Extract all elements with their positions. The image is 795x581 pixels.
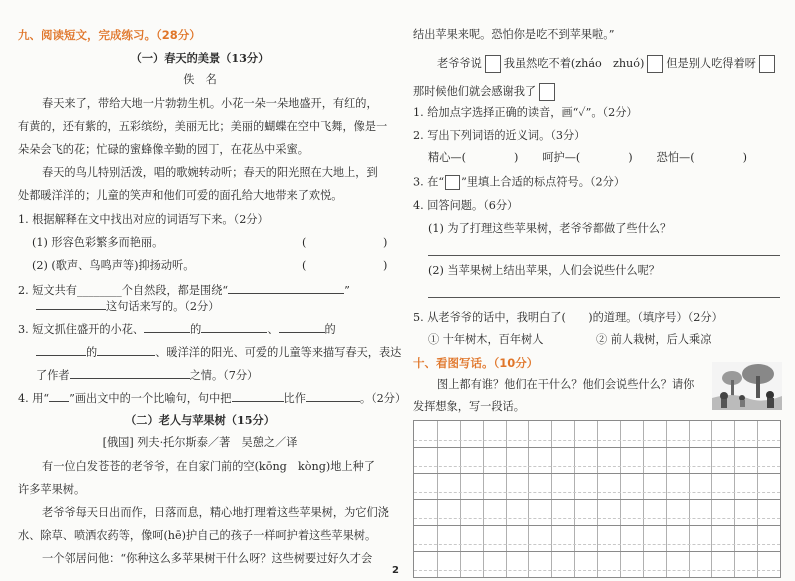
right-question-3 — [413, 175, 625, 190]
writing-grid[interactable] — [413, 420, 781, 578]
text: 但是别人吃得着呀 — [666, 57, 756, 70]
text: 精心—( — [428, 151, 466, 164]
text: 老爷爷说 — [437, 57, 482, 70]
passage2-line: 一个邻居问他：“你种这么多苹果树干什么呀？这些树要过好久才会 — [42, 552, 373, 565]
answer-blank[interactable] — [36, 299, 106, 310]
text: 我虽然吃不着(zháo zhuó) — [503, 57, 645, 70]
answer-paren-close: ) — [383, 259, 388, 272]
passage1-title: （一）春天的美景（13分） — [130, 51, 270, 65]
section10-prompt: 发挥想象，写一段话。 — [413, 400, 525, 413]
text: ) — [742, 151, 747, 164]
question-3-cont2 — [36, 368, 258, 383]
passage1-line: 朵朵会飞的花；忙碌的蜜蜂像辛勤的园丁，在花丛中采蜜。 — [18, 143, 309, 156]
text: 、 — [267, 323, 279, 336]
section10-title: 十、看图写话。（10分） — [413, 356, 539, 370]
section9-title: 九、阅读短文，完成练习。（28分） — [18, 28, 201, 42]
passage2-line: 水、除草、喷洒农药等，像呵(hē)护自己的孩子一样呵护着这些苹果树。 — [18, 529, 377, 542]
question-2-text: 2. 短文共有________个自然段，都是围绕“ — [18, 284, 229, 297]
question-1: 1. 根据解释在文中找出对应的词语写下来。（2分） — [18, 213, 269, 226]
text: 3. 在“ — [413, 175, 445, 189]
text: 。（2分） — [359, 392, 407, 405]
text: 的 — [324, 323, 336, 336]
passage2-line: 许多苹果树。 — [18, 483, 86, 496]
text: ”里填上合适的标点符号。（2分） — [461, 175, 626, 189]
question-2 — [18, 283, 350, 298]
passage2-author: [俄国] 列夫·托尔斯泰／著 吴憩之／译 — [102, 436, 298, 449]
text: 4. 用“ — [18, 392, 50, 405]
answer-paren-open[interactable]: ( — [302, 236, 307, 249]
synonym-row — [428, 151, 747, 165]
punctuation-box[interactable] — [759, 55, 775, 73]
question-2-cont — [36, 299, 219, 314]
passage1-line: 春天的鸟儿特别活泼，唱的歌婉转动听；春天的阳光照在大地上，到 — [42, 166, 378, 179]
answer-paren-open[interactable]: ( — [302, 259, 307, 272]
punctuation-box[interactable] — [647, 55, 663, 73]
answer-blank[interactable] — [97, 345, 155, 356]
grid-gap-line — [414, 570, 780, 571]
question-3-text: 3. 短文抓住盛开的小花、 — [18, 323, 145, 336]
text: 比作 — [283, 392, 306, 405]
passage2-cont-line — [413, 83, 558, 101]
answer-blank[interactable] — [279, 322, 325, 333]
answer-blank[interactable] — [201, 322, 267, 333]
option-2: ② 前人栽树，后人乘凉 — [596, 333, 712, 346]
punctuation-box[interactable] — [485, 55, 501, 73]
grid-gap-line — [414, 544, 780, 545]
passage1-author: 佚 名 — [183, 73, 217, 86]
passage2-cont-line — [437, 55, 778, 73]
answer-blank[interactable] — [306, 391, 360, 402]
answer-blank[interactable] — [144, 322, 190, 333]
passage1-line: 春天来了，带给大地一片勃勃生机。小花一朵一朵地盛开，有红的， — [42, 97, 378, 110]
page-number: 2 — [392, 565, 399, 576]
answer-blank[interactable] — [228, 283, 344, 294]
text: ) — [628, 151, 633, 164]
illustration-image — [712, 362, 782, 410]
text: 了作者 — [36, 369, 70, 382]
question-1a: (1) 形容色彩繁多而艳丽。 — [32, 236, 164, 249]
question-3 — [18, 322, 336, 337]
passage1-line: 有黄的，还有紫的，五彩缤纷，美丽无比；美丽的蝴蝶在空中飞舞，像是一 — [18, 120, 388, 133]
text: ”画出文中的一个比喻句，句中把 — [69, 392, 232, 405]
text: 那时候他们就会感谢我了 — [413, 85, 537, 98]
right-question-4: 4. 回答问题。（6分） — [413, 199, 519, 212]
text: 呵护—( — [542, 151, 581, 164]
answer-line[interactable] — [428, 297, 780, 298]
punctuation-box-sample — [445, 175, 460, 190]
right-question-4-2: (2) 当苹果树上结出苹果，人们会说些什么呢？ — [428, 264, 660, 277]
grid-row-line — [414, 525, 780, 526]
option-1: ① 十年树木，百年树人 — [428, 333, 544, 346]
grid-gap-line — [414, 466, 780, 467]
underline-sample — [49, 391, 69, 402]
answer-paren-close: ) — [383, 236, 388, 249]
answer-blank[interactable] — [232, 391, 284, 402]
section10-prompt: 图上都有谁？他们在干什么？他们会说些什么？请你 — [437, 378, 695, 391]
question-4 — [18, 391, 406, 406]
right-question-5: 5. 从老爷爷的话中，我明白了( )的道理。（填序号）（2分） — [413, 311, 723, 324]
passage2-line: 有一位白发苍苍的老爷爷，在自家门前的空(kōng kòng)地上种了 — [42, 460, 375, 473]
text: ) — [513, 151, 519, 164]
passage2-line: 老爷爷每天日出而作，日落而息，精心地打理着这些苹果树，为它们浇 — [42, 506, 389, 519]
grid-gap-line — [414, 518, 780, 519]
grid-row-line — [414, 447, 780, 448]
grid-row-line — [414, 473, 780, 474]
question-2-cont-text: 这句话来写的。（2分） — [106, 300, 220, 313]
grid-row-line — [414, 499, 780, 500]
question-3-cont — [36, 345, 401, 360]
grid-row-line — [414, 551, 780, 552]
answer-blank[interactable] — [70, 368, 190, 379]
grid-gap-line — [414, 492, 780, 493]
punctuation-box[interactable] — [539, 83, 555, 101]
passage2-cont-line: 结出苹果来呢。恐怕你是吃不到苹果啦。” — [413, 28, 615, 41]
text: 之情。（7分） — [189, 369, 259, 382]
right-question-1: 1. 给加点字选择正确的读音，画“✓”。（2分） — [413, 106, 638, 119]
right-question-2: 2. 写出下列词语的近义词。（3分） — [413, 129, 586, 142]
passage1-line: 处都暖洋洋的；儿童的笑声和他们可爱的面孔给大地带来了欢悦。 — [18, 189, 343, 202]
passage2-title: （二）老人与苹果树（15分） — [125, 413, 275, 427]
text: 的 — [86, 346, 98, 359]
answer-line[interactable] — [428, 255, 780, 256]
answer-blank[interactable] — [36, 345, 86, 356]
right-question-4-1: (1) 为了打理这些苹果树，老爷爷都做了些什么？ — [428, 222, 672, 235]
grid-gap-line — [414, 440, 780, 441]
quote-close: ” — [344, 284, 350, 297]
text: 恐怕—( — [656, 151, 695, 164]
question-1b: (2) (歌声、鸟鸣声等)抑扬动听。 — [32, 259, 195, 272]
text: 的 — [190, 323, 202, 336]
text: 、暖洋洋的阳光、可爱的儿童等来描写春天，表达 — [155, 346, 402, 359]
